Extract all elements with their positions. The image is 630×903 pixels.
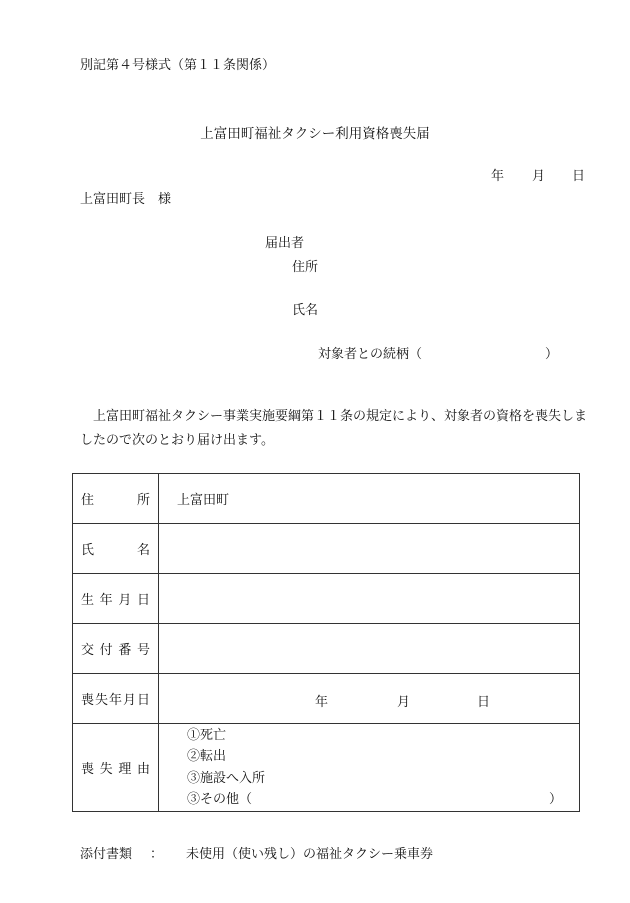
address-value: 上富田町	[177, 493, 230, 508]
document-title: 上富田町福祉タクシー利用資格喪失届	[200, 126, 430, 142]
details-table	[72, 473, 580, 812]
table-row-name	[73, 524, 580, 574]
issue-number-value-cell[interactable]	[159, 624, 580, 674]
birthdate-value	[159, 591, 177, 606]
attachments-item: 未使用（使い残し）の福祉タクシー乗車券	[186, 847, 434, 862]
addressee: 上富田町長 様	[80, 192, 172, 207]
loss-reason-options	[159, 725, 579, 811]
loss-reason-value-cell	[159, 724, 580, 812]
birthdate-label: 生年月日	[73, 574, 159, 624]
name-value-cell[interactable]	[159, 524, 580, 574]
loss-date-label: 喪失年月日	[73, 674, 159, 724]
reason-option-facility[interactable]: ③施設へ入所	[187, 770, 266, 786]
address-value-cell[interactable]	[159, 474, 580, 524]
relation-label: 対象者との続柄（	[318, 347, 423, 362]
date-year-label: 年	[491, 169, 505, 184]
birthdate-value-cell[interactable]	[159, 574, 580, 624]
loss-reason-label: 喪失理由	[73, 724, 159, 812]
loss-date-month: 月	[397, 694, 411, 710]
reason-option-other[interactable]	[187, 789, 579, 811]
applicant-name-label: 氏名	[292, 303, 319, 318]
loss-date-year: 年	[315, 694, 329, 710]
loss-date-value-cell[interactable]	[159, 674, 580, 724]
date-month-label: 月	[532, 169, 546, 184]
body-paragraph: 上富田町福祉タクシー事業実施要綱第１１条の規定により、対象者の資格を喪失しましたので次のとおり届け出ます。	[80, 409, 588, 448]
issue-number-value	[159, 641, 177, 656]
reason-other-close-paren: ）	[549, 792, 563, 807]
name-label: 氏名	[73, 524, 159, 574]
table-row-loss-reason	[73, 724, 580, 812]
form-number-label: 別記第４号様式（第１１条関係）	[80, 58, 276, 73]
issue-number-label: 交付番号	[73, 624, 159, 674]
address-label: 住所	[73, 474, 159, 524]
attachments-separator: ：	[150, 847, 164, 862]
reason-option-other-label: ③その他（	[187, 792, 253, 807]
reason-option-move-out[interactable]: ②転出	[187, 749, 227, 764]
table-row-address	[73, 474, 580, 524]
table-row-birthdate	[73, 574, 580, 624]
table-row-loss-date	[73, 674, 580, 724]
attachments-label: 添付書類	[80, 847, 133, 862]
date-day-label: 日	[572, 169, 586, 184]
applicant-heading: 届出者	[265, 236, 305, 251]
applicant-address-label: 住所	[292, 260, 319, 275]
relation-close-paren: ）	[545, 347, 559, 362]
name-value	[159, 541, 177, 556]
reason-option-death[interactable]: ①死亡	[187, 727, 227, 743]
loss-date-day: 日	[477, 694, 491, 710]
table-row-issue-number	[73, 624, 580, 674]
